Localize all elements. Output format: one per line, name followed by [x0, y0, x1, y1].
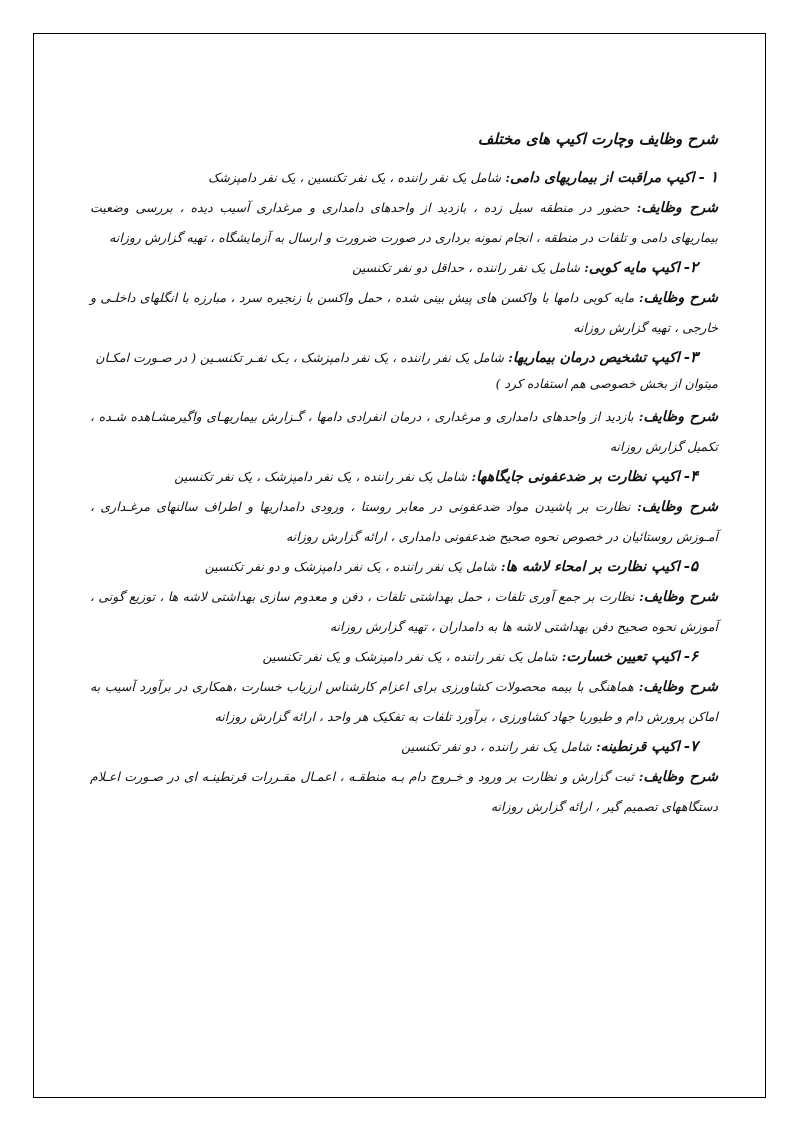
team-name: اکیپ مایه کوبی — [588, 260, 680, 276]
team-number: ۷- — [683, 737, 698, 755]
team-1-duties: شرح وظایف: حضور در منطقه سیل زده ، بازدید از واحدهای دامداری و مرغداری آسیب دیده ، بررسی وضعیت بیماریهای دامی و تلفات در منطقه ، انجام نمونه برداری در صورت ضرورت و ارسال به آزمایشگاه ، تهیه گزارش روزانه — [90, 200, 718, 245]
team-number: ۶- — [683, 647, 698, 665]
team-2-heading: ۲- اکیپ مایه کوبی: شامل یک نفر راننده ، حداقل دو نفر تکنسین — [352, 258, 698, 276]
page-title: شرح وظایف وچارت اکیپ های مختلف — [477, 130, 718, 148]
team-7-heading: ۷- اکیپ قرنطینه: شامل یک نفر راننده ، دو نفر تکنسین — [401, 737, 698, 755]
team-name: اکیپ تشخیص درمان بیماریها — [512, 350, 680, 366]
duty-label: شرح وظایف — [643, 409, 718, 425]
team-6-duties: شرح وظایف: هماهنگی با بیمه محصولات کشاورزی برای اعزام کارشناس ارزیاب خسارت ،همکاری در برآورد آسیب به اماکن پرورش دام و طیوربا جهاد کشاورزی ، برآورد تلفات به تفکیک هر واحد ، ارائه گزارش روزانه — [90, 679, 718, 724]
team-3-duties: شرح وظایف: بازدید از واحدهای دامداری و مرغداری ، درمان انفرادی دامها ، گـزارش بیماریهـای واگیرمشـاهده شـده ، تکمیل گزارش روزانه — [90, 409, 718, 454]
team-4-duties: شرح وظایف: نظارت بر پاشیدن مواد ضدعفونی در معابر روستا ، ورودی دامداریها و اطراف سالنهای مرغـداری ، آمـوزش روستائیان در خصوص نحوه صحیح ضدعفونی دامداری ، ارائه گزارش روزانه — [90, 499, 718, 544]
team-members: شامل یک نفر راننده ، یک نفر دامپزشک و دو نفر تکنسین — [204, 559, 497, 574]
team-members: شامل یک نفر راننده ، یک نفر دامپزشک ، یـک نفـر تکنسـین ( در صـورت امکـان — [95, 350, 504, 365]
duty-label: شرح وظایف — [641, 499, 718, 515]
team-members: شامل یک نفر راننده ، حداقل دو نفر تکنسین — [352, 260, 580, 275]
team-members: شامل یک نفر راننده ، یک نفر دامپزشک ، یک نفر تکنسین — [174, 469, 468, 484]
duty-text: ثبت گزارش و نظارت بر ورود و خـروج دام بـه منطقـه ، اعمـال مقـررات قرنطینـه ای در صـورت اعـلام دستگاههای تصمیم گیر ، ارائه گزارش روزانه — [90, 769, 718, 814]
duty-text: نظارت بر پاشیدن مواد ضدعفونی در معابر روستا ، ورودی دامداریها و اطراف سالنهای مرغـداری ، آمـوزش روستائیان در خصوص نحوه صحیح ضدعفونی دامداری ، ارائه گزارش روزانه — [90, 499, 718, 544]
team-members: شامل یک نفر راننده ، یک نفر تکنسین ، یک نفر دامپزشک — [208, 170, 501, 185]
team-members: شامل یک نفر راننده ، یک نفر دامپزشک و یک نفر تکنسین — [262, 649, 558, 664]
team-3-heading: ۳- اکیپ تشخیص درمان بیماریها: شامل یک نفر راننده ، یک نفر دامپزشک ، یـک نفـر تکنسـین ( در صـورت امکـان — [95, 348, 698, 366]
document-page — [33, 33, 766, 1098]
duty-label: شرح وظایف — [643, 769, 718, 785]
team-name: اکیپ نظارت بر ضدعفونی جایگاهها — [476, 469, 680, 485]
duty-text: حضور در منطقه سیل زده ، بازدید از واحدهای دامداری و مرغداری آسیب دیده ، بررسی وضعیت بیماریهای دامی و تلفات در منطقه ، انجام نمونه برداری در صورت ضرورت و ارسال به آزمایشگاه ، تهیه گزارش روزانه — [90, 200, 718, 245]
team-1-heading: ۱ - اکیپ مراقبت از بیماریهای دامی: شامل یک نفر راننده ، یک نفر تکنسین ، یک نفر دامپزشک — [208, 168, 718, 186]
duty-text: مایه کوبی دامها با واکسن های پیش بینی شده ، حمل واکسن با زنجیره سرد ، مبارزه با انگلهای داخلـی و خارجی ، تهیه گزارش روزانه — [90, 290, 718, 335]
team-6-heading: ۶- اکیپ تعیین خسارت: شامل یک نفر راننده ، یک نفر دامپزشک و یک نفر تکنسین — [262, 647, 698, 665]
team-number: ۴- — [683, 467, 698, 485]
team-number: ۳- — [683, 348, 698, 366]
team-name: اکیپ قرنطینه — [600, 739, 680, 755]
team-5-duties: شرح وظایف: نظارت بر جمع آوری تلفات ، حمل بهداشتی تلفات ، دفن و معدوم سازی بهداشتی لاشه ها ، توزیع گونی ، آموزش نحوه صحیح دفن بهداشتی لاشه ها به دامداران ، تهیه گزارش روزانه — [90, 589, 718, 634]
team-2-duties: شرح وظایف: مایه کوبی دامها با واکسن های پیش بینی شده ، حمل واکسن با زنجیره سرد ، مبارزه با انگلهای داخلـی و خارجی ، تهیه گزارش روزانه — [90, 290, 718, 335]
document-content — [90, 126, 718, 825]
team-5-heading: ۵- اکیپ نظارت بر امحاء لاشه ها: شامل یک نفر راننده ، یک نفر دامپزشک و دو نفر تکنسین — [204, 557, 698, 575]
duty-label: شرح وظایف — [641, 200, 718, 216]
team-3-members-continued: میتوان از بخش خصوصی هم استفاده کرد ) — [495, 376, 718, 391]
team-number: ۱ - — [698, 168, 718, 186]
team-name: اکیپ نظارت بر امحاء لاشه ها — [505, 559, 680, 575]
duty-text: هماهنگی با بیمه محصولات کشاورزی برای اعزام کارشناس ارزیاب خسارت ،همکاری در برآورد آسیب به اماکن پرورش دام و طیوربا جهاد کشاورزی ، برآورد تلفات به تفکیک هر واحد ، ارائه گزارش روزانه — [90, 679, 718, 724]
team-name: اکیپ مراقبت از بیماریهای دامی — [509, 170, 695, 186]
team-4-heading: ۴- اکیپ نظارت بر ضدعفونی جایگاهها: شامل یک نفر راننده ، یک نفر دامپزشک ، یک نفر تکنسین — [174, 467, 698, 485]
duty-label: شرح وظایف — [643, 290, 718, 306]
team-members: شامل یک نفر راننده ، دو نفر تکنسین — [401, 739, 592, 754]
duty-text: نظارت بر جمع آوری تلفات ، حمل بهداشتی تلفات ، دفن و معدوم سازی بهداشتی لاشه ها ، توزیع گونی ، آموزش نحوه صحیح دفن بهداشتی لاشه ها به دامداران ، تهیه گزارش روزانه — [90, 589, 718, 634]
team-7-duties: شرح وظایف: ثبت گزارش و نظارت بر ورود و خـروج دام بـه منطقـه ، اعمـال مقـررات قرنطینـه ای در صـورت اعـلام دستگاههای تصمیم گیر ، ارائه گزارش روزانه — [90, 769, 718, 814]
team-name: اکیپ تعیین خسارت — [566, 649, 680, 665]
duty-label: شرح وظایف — [643, 679, 718, 695]
team-number: ۲- — [683, 258, 698, 276]
duty-text: بازدید از واحدهای دامداری و مرغداری ، درمان انفرادی دامها ، گـزارش بیماریهـای واگیرمشـاهده شـده ، تکمیل گزارش روزانه — [90, 409, 718, 454]
team-number: ۵- — [683, 557, 698, 575]
duty-label: شرح وظایف — [643, 589, 718, 605]
